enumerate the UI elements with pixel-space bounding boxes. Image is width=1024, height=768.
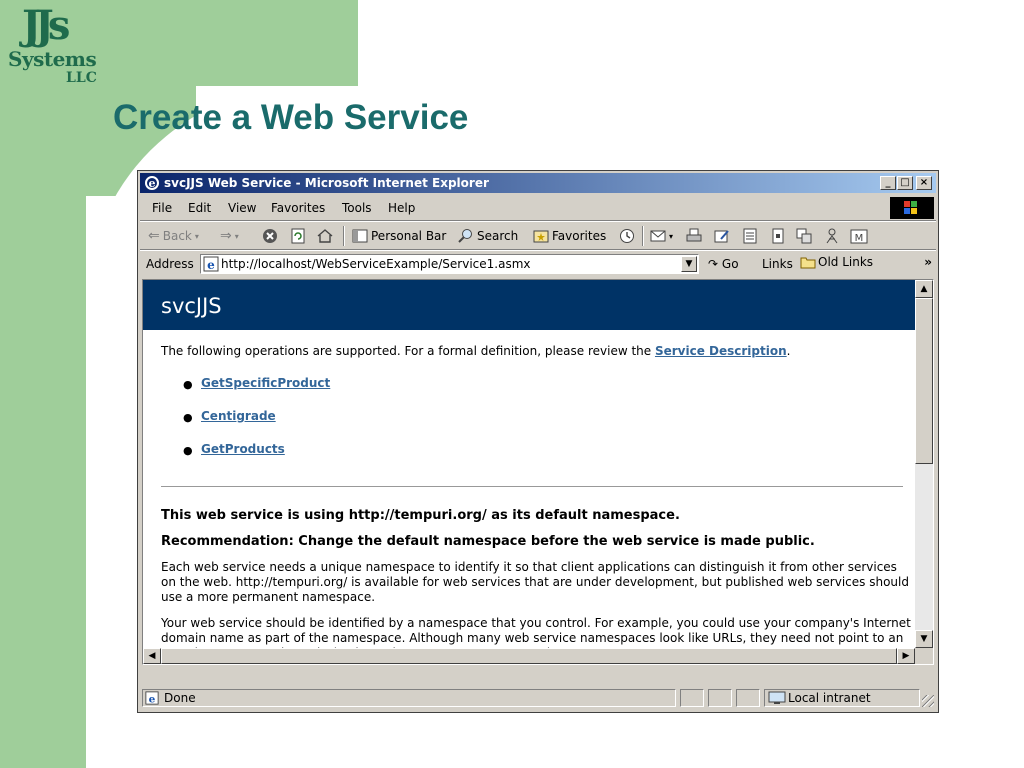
web-page: [143, 280, 915, 648]
user-icon: [824, 228, 840, 244]
go-label: Go: [721, 257, 739, 271]
links-label[interactable]: Links: [762, 257, 793, 271]
messenger-icon: [796, 228, 812, 244]
namespace-paragraph-1: Each web service needs a unique namespace to identify it so that client applications can distinguish it from other services on the web. http://tempuri.org/ is available for web services that are under development, but published web services should use a more permanent namespace.: [161, 560, 909, 604]
home-button[interactable]: [317, 227, 333, 245]
back-label: Back: [162, 229, 192, 243]
favorites-label: Favorites: [552, 229, 607, 243]
go-button[interactable]: [708, 257, 739, 271]
print-button[interactable]: [686, 227, 702, 245]
forward-arrow-icon: ⇒: [220, 228, 232, 244]
folder-icon: [800, 256, 816, 269]
recommendation-note: Recommendation: Change the default namespace before the web service is made public.: [161, 534, 815, 549]
svg-text:e: e: [148, 177, 156, 190]
forward-dropdown-icon: ▾: [234, 231, 239, 241]
search-label: Search: [477, 229, 519, 243]
horizontal-rule: [161, 486, 903, 487]
svg-text:e: e: [207, 258, 215, 272]
logo-mark: JJs: [22, 2, 65, 49]
address-dropdown-button[interactable]: ▼: [681, 256, 697, 272]
operation-link-getspecificproduct[interactable]: GetSpecificProduct: [201, 376, 331, 390]
bullet-icon: ●: [183, 378, 193, 391]
refresh-icon: [290, 228, 306, 244]
window-titlebar[interactable]: [140, 173, 936, 193]
vertical-scrollbar[interactable]: [915, 280, 933, 648]
search-icon: [458, 228, 474, 244]
ie-icon: [144, 175, 160, 191]
edit-icon: [714, 228, 730, 244]
slide-left-band: [0, 0, 86, 768]
windows-throbber: [890, 197, 934, 219]
media-icon: [850, 228, 868, 244]
discuss-button[interactable]: [742, 227, 758, 245]
logo-suffix: LLC: [66, 70, 97, 86]
back-arrow-icon: ⇐: [148, 228, 160, 244]
intro-before: The following operations are supported. For a formal definition, please review the: [161, 344, 655, 358]
operation-link-getproducts[interactable]: GetProducts: [201, 442, 285, 456]
menu-help[interactable]: Help: [388, 201, 416, 215]
horizontal-scrollbar[interactable]: [143, 648, 915, 664]
toolbar-divider: [140, 220, 936, 222]
media-button[interactable]: [850, 227, 868, 245]
status-cell-offline: [736, 689, 760, 707]
back-button[interactable]: [148, 227, 199, 245]
intro-text: [161, 344, 790, 358]
scroll-left-button[interactable]: ◀: [143, 648, 161, 664]
operation-link-centigrade[interactable]: Centigrade: [201, 409, 276, 423]
service-description-link[interactable]: Service Description: [654, 344, 787, 358]
links-overflow-icon[interactable]: »: [924, 255, 932, 269]
bullet-icon: ●: [183, 444, 193, 457]
vertical-scroll-thumb[interactable]: [915, 298, 933, 464]
toolbar-separator: [343, 226, 345, 246]
favorites-button[interactable]: [533, 227, 606, 245]
logo-wordmark: Systems: [8, 47, 97, 71]
old-links-label: Old Links: [818, 255, 874, 269]
maximize-button[interactable]: □: [897, 176, 913, 190]
resize-grip[interactable]: [922, 695, 934, 707]
back-dropdown-icon: ▾: [194, 231, 199, 241]
menu-bar: [140, 197, 936, 219]
horizontal-scroll-thumb[interactable]: [161, 648, 897, 664]
status-bar: [140, 687, 936, 709]
edit-button[interactable]: [714, 227, 730, 245]
url-input[interactable]: [221, 256, 677, 272]
menu-view[interactable]: View: [228, 201, 257, 215]
slide-top-band: [86, 0, 358, 86]
mail-icon: [650, 228, 666, 244]
forward-button[interactable]: [220, 227, 239, 245]
search-button[interactable]: [458, 227, 518, 245]
scroll-up-button[interactable]: ▲: [915, 280, 933, 298]
slide-title: Create a Web Service: [113, 98, 469, 137]
old-links-button[interactable]: [800, 255, 873, 269]
favorites-icon: [533, 229, 549, 243]
address-label: Address: [146, 257, 194, 271]
menu-file[interactable]: File: [152, 201, 173, 215]
browser-window: [137, 170, 939, 713]
namespace-note: This web service is using http://tempuri.org/ as its default namespace.: [161, 508, 680, 523]
svg-text:M: M: [854, 233, 864, 244]
discuss-icon: [742, 228, 758, 244]
service-banner: [143, 280, 915, 330]
status-cell-progress: [680, 689, 704, 707]
messenger-button[interactable]: [796, 227, 812, 245]
menu-favorites[interactable]: Favorites: [271, 201, 326, 215]
personal-bar-label: Personal Bar: [371, 229, 447, 243]
status-text: Done: [164, 691, 196, 705]
toolbar-separator: [642, 226, 644, 246]
close-button[interactable]: ×: [916, 176, 932, 190]
zone-label: Local intranet: [788, 691, 871, 705]
page-status-icon: [145, 691, 159, 705]
company-logo: [6, 4, 110, 88]
scroll-down-button[interactable]: ▼: [915, 630, 933, 648]
home-icon: [317, 228, 333, 244]
intranet-icon: [768, 691, 786, 705]
history-button[interactable]: [618, 227, 636, 245]
history-icon: [618, 228, 636, 244]
mail-dropdown-icon: ▾: [669, 231, 674, 241]
stop-button[interactable]: [262, 227, 278, 245]
refresh-button[interactable]: [290, 227, 306, 245]
window-title: svcJJS Web Service - Microsoft Internet Explorer: [164, 176, 489, 190]
address-bar: [140, 251, 936, 277]
namespace-paragraph-2: Your web service should be identified by a namespace that you control. For example, you could use your company's Internet domain name as part of the namespace. Although many web service namespaces look like URLs, they need not point to an: [161, 616, 911, 645]
minimize-button[interactable]: _: [880, 176, 896, 190]
print-icon: [686, 228, 702, 244]
bullet-icon: ●: [183, 411, 193, 424]
service-heading: svcJJS: [161, 294, 222, 318]
personal-bar-icon: [352, 229, 368, 243]
menu-tools[interactable]: Tools: [342, 201, 372, 215]
standard-toolbar: [140, 223, 936, 249]
windows-flag-icon: [904, 201, 918, 215]
personal-bar-button[interactable]: [352, 227, 446, 245]
menu-edit[interactable]: Edit: [188, 201, 212, 215]
mail-button[interactable]: [650, 227, 673, 245]
page-viewport: [142, 279, 934, 665]
status-cell-lock: [708, 689, 732, 707]
go-arrow-icon: ↷: [708, 257, 719, 271]
stop-icon: [262, 228, 278, 244]
svg-text:e: e: [148, 693, 156, 706]
scrollbar-corner: [915, 648, 933, 664]
related-button[interactable]: [770, 227, 786, 245]
page-icon: [203, 256, 219, 272]
address-field[interactable]: [200, 254, 699, 274]
intro-after: .: [786, 344, 791, 358]
status-text-cell: [142, 689, 676, 707]
related-icon: [770, 228, 786, 244]
user-button[interactable]: [824, 227, 840, 245]
scroll-right-button[interactable]: ▶: [897, 648, 915, 664]
